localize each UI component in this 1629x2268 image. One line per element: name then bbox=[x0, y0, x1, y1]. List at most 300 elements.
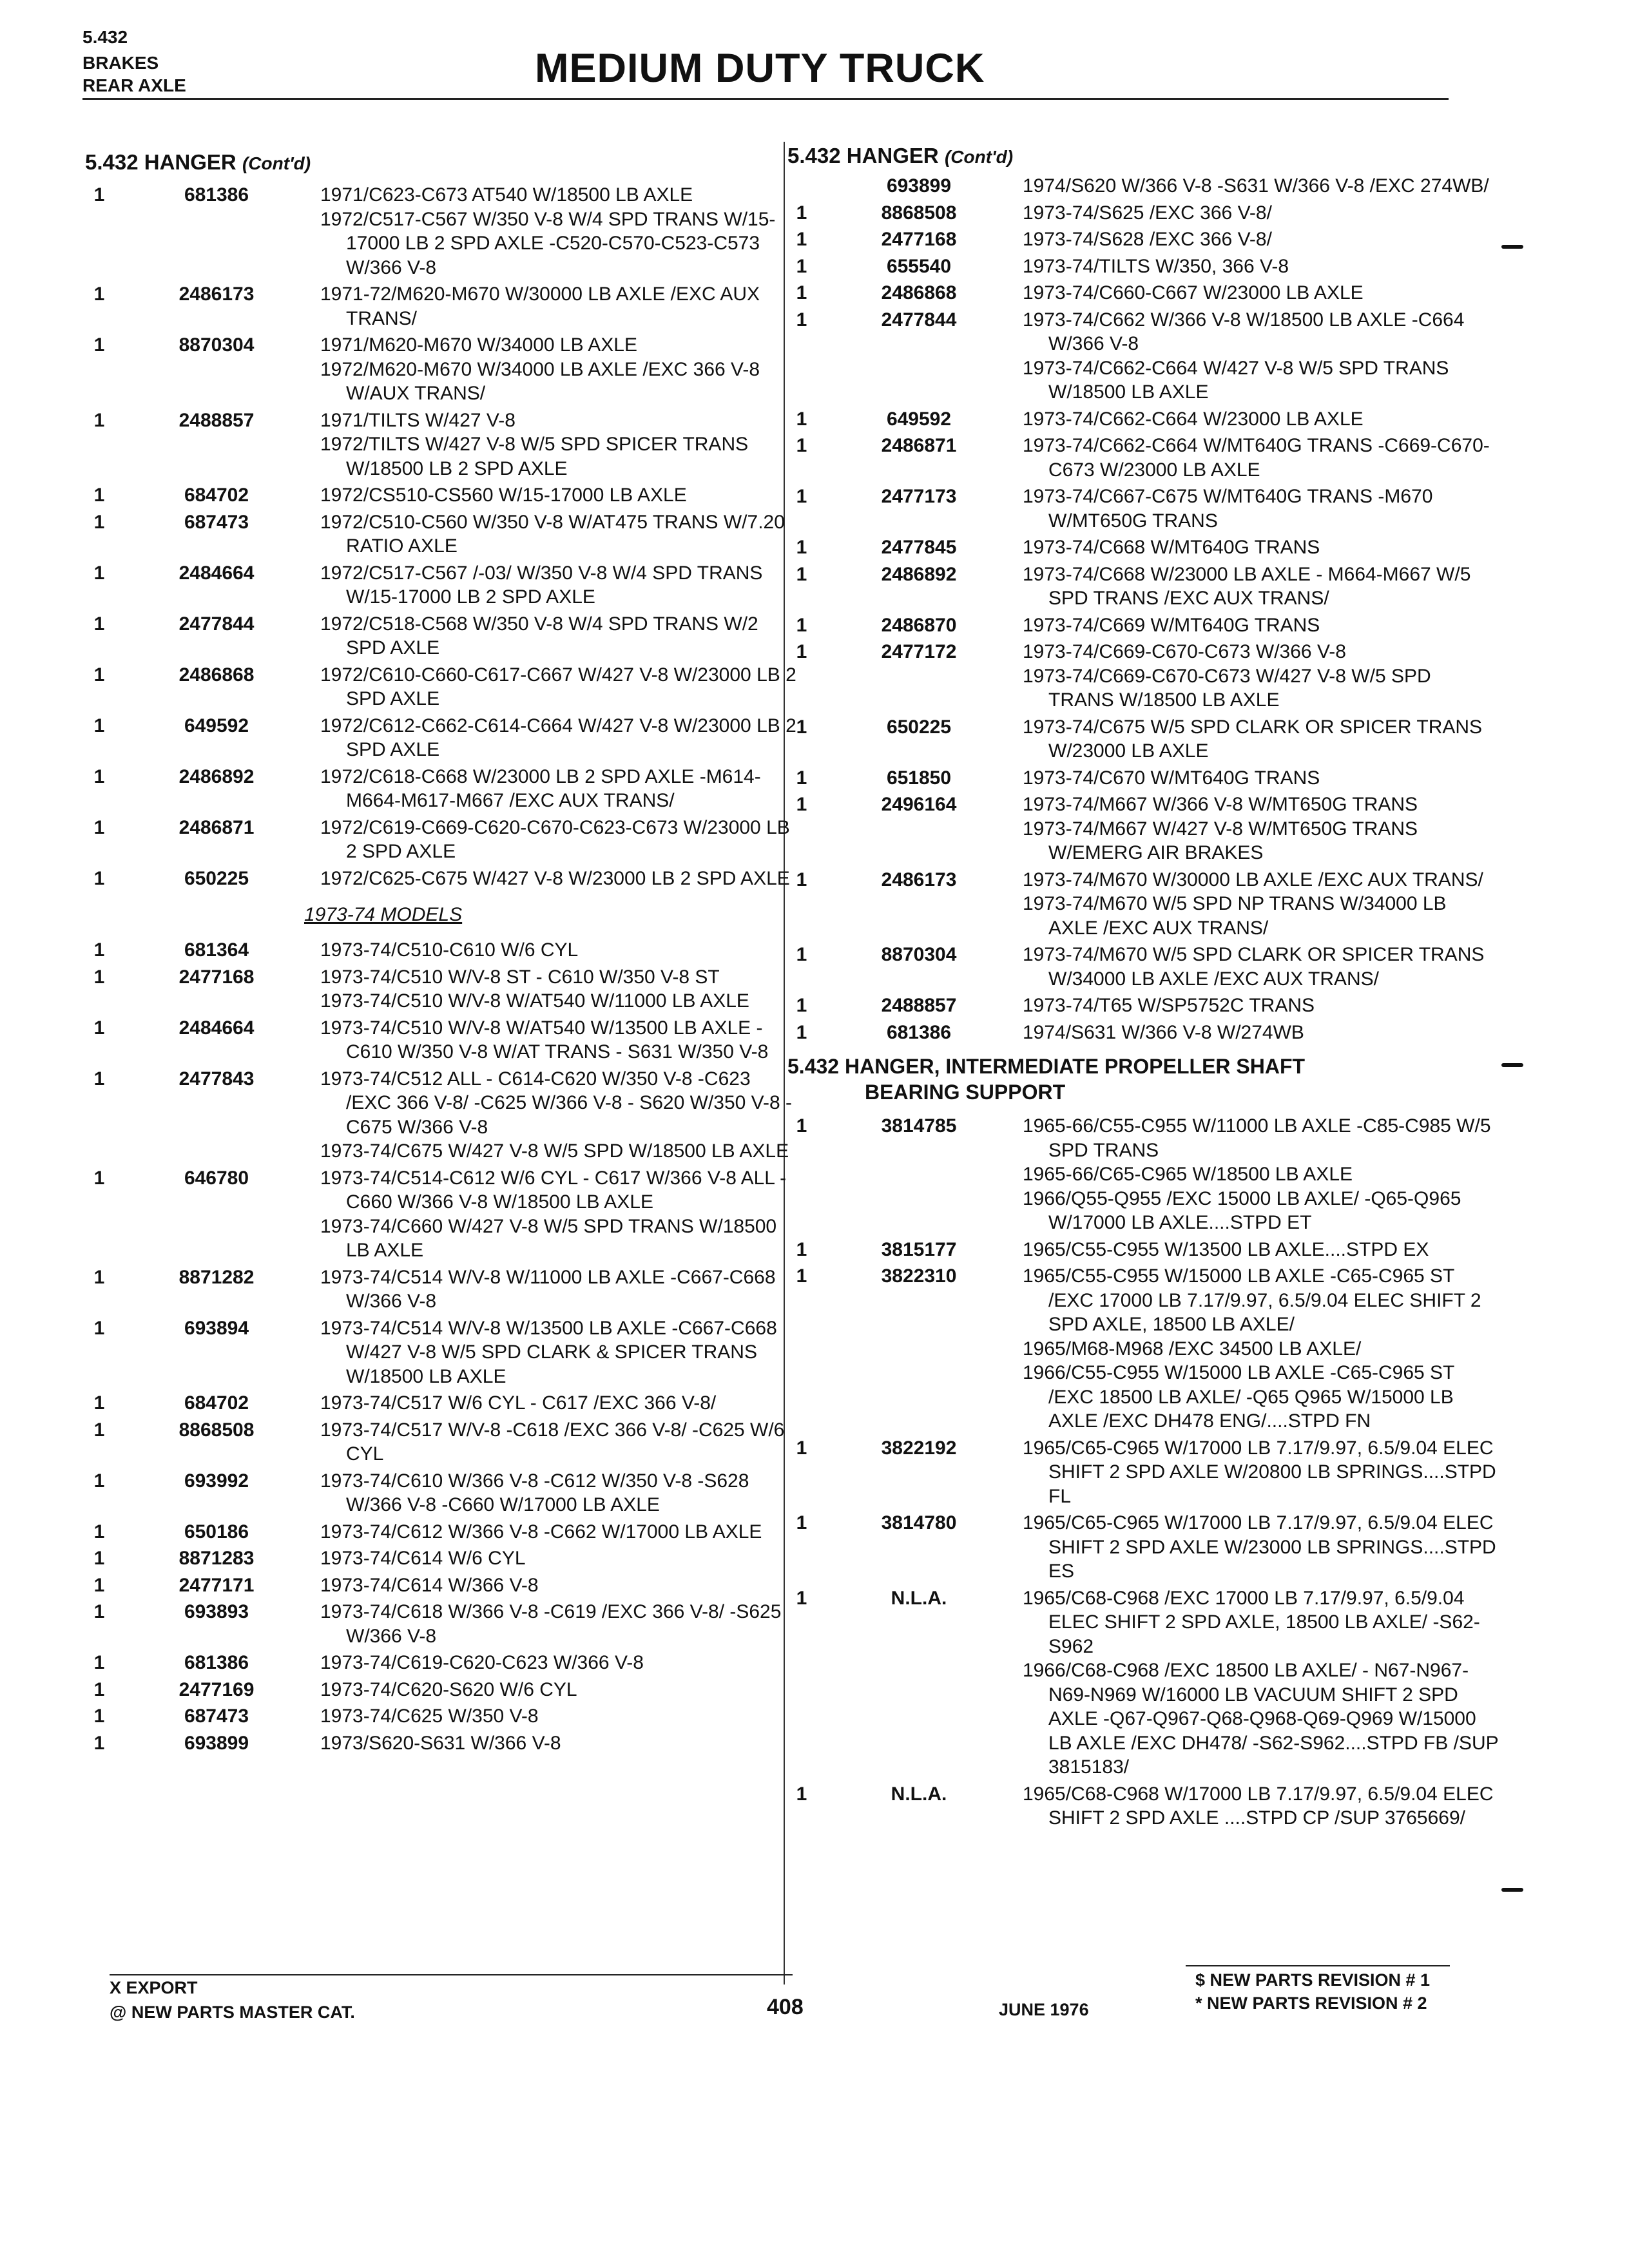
entry-quantity: 1 bbox=[93, 1732, 105, 1754]
entry-part-number: 2477172 bbox=[881, 641, 957, 662]
entry-application-line: 1965/C68-C968 W/17000 LB 7.17/9.97, 6.5/9.04 ELEC SHIFT 2 SPD AXLE ....STPD CP /SUP 3765669/ bbox=[1023, 1783, 1494, 1829]
entry-application-line: 1965/C55-C955 W/13500 LB AXLE....STPD EX bbox=[1023, 1238, 1429, 1260]
entry-application-line: 1972/CS510-CS560 W/15-17000 LB AXLE bbox=[320, 485, 687, 506]
entry-application-line: 1973-74/C660-C667 W/23000 LB AXLE bbox=[1023, 282, 1364, 303]
entry-part-number: 2477845 bbox=[881, 537, 957, 558]
entry-quantity: 1 bbox=[93, 613, 105, 635]
entry-quantity: 1 bbox=[93, 1167, 105, 1189]
entry-applications bbox=[320, 1600, 781, 1648]
entry-quantity: 1 bbox=[93, 939, 105, 961]
catalog-entry bbox=[85, 282, 781, 331]
entry-quantity: 1 bbox=[93, 284, 105, 305]
catalog-entry bbox=[787, 255, 1483, 279]
right-section-heading-2 bbox=[787, 1053, 1483, 1105]
entry-application-line: 1973-74/C662-C664 W/MT640G TRANS -C669-C670-C673 W/23000 LB AXLE bbox=[1023, 435, 1490, 481]
entry-application-line: 1971/M620-M670 W/34000 LB AXLE bbox=[320, 334, 637, 356]
catalog-entry bbox=[85, 1678, 781, 1702]
entry-quantity: 1 bbox=[796, 1512, 807, 1533]
entry-part-number: 646780 bbox=[184, 1167, 249, 1189]
entry-quantity: 1 bbox=[796, 614, 807, 636]
revision-marker bbox=[1501, 1888, 1523, 1892]
catalog-entry bbox=[85, 483, 781, 508]
entry-quantity: 1 bbox=[796, 1238, 807, 1260]
entry-application-line: 1973-74/C514 W/V-8 W/11000 LB AXLE -C667-C668 W/366 V-8 bbox=[320, 1266, 776, 1312]
entry-applications bbox=[320, 938, 781, 963]
entry-application-line: 1973-74/C610 W/366 V-8 -C612 W/350 V-8 -S628 W/366 V-8 -C660 W/17000 LB AXLE bbox=[320, 1470, 749, 1515]
entry-part-number: 8868508 bbox=[178, 1419, 255, 1441]
left-heading-note: (Cont'd) bbox=[242, 153, 311, 173]
entry-application-line: 1973-74/C517 W/6 CYL - C617 /EXC 366 V-8/ bbox=[320, 1392, 717, 1414]
entry-applications bbox=[320, 1520, 781, 1544]
entry-application-line: 1972/C618-C668 W/23000 LB 2 SPD AXLE -M614-M664-M617-M667 /EXC AUX TRANS/ bbox=[320, 765, 761, 811]
entry-part-number: 8871282 bbox=[178, 1266, 255, 1288]
entry-application-line: 1966/C68-C968 /EXC 18500 LB AXLE/ - N67-N967-N69-N969 W/16000 LB VACUUM SHIFT 2 SPD AXLE -Q67-Q967-Q68-Q968-Q69-Q969 W/15000 LB AXLE /EXC DH478/ -S62-S962....STPD FB /SUP 3815183/ bbox=[1023, 1660, 1499, 1778]
entry-application-line: 1973-74/M670 W/30000 LB AXLE /EXC AUX TRANS/ bbox=[1023, 869, 1483, 890]
entry-application-line: 1973-74/C614 W/6 CYL bbox=[320, 1548, 526, 1569]
entry-quantity: 1 bbox=[796, 1021, 807, 1043]
entry-quantity: 1 bbox=[93, 1068, 105, 1090]
entry-quantity: 1 bbox=[796, 794, 807, 815]
entry-part-number: 655540 bbox=[886, 255, 952, 277]
entry-part-number: 8868508 bbox=[881, 202, 957, 224]
entry-application-line: 1973-74/C619-C620-C623 W/366 V-8 bbox=[320, 1652, 644, 1673]
entry-application-line: 1973-74/C620-S620 W/6 CYL bbox=[320, 1678, 577, 1700]
entry-quantity: 1 bbox=[796, 1437, 807, 1459]
entry-application-line: 1973-74/S628 /EXC 366 V-8/ bbox=[1023, 229, 1272, 250]
entry-applications bbox=[1023, 640, 1483, 713]
entry-quantity: 1 bbox=[93, 966, 105, 988]
entry-applications bbox=[320, 867, 790, 891]
header-category: BRAKES bbox=[82, 53, 159, 73]
entry-applications bbox=[1023, 766, 1483, 791]
entry-application-line: 1973-74/T65 W/SP5752C TRANS bbox=[1023, 995, 1315, 1016]
entry-part-number: 2484664 bbox=[178, 1017, 255, 1039]
entry-part-number: 3815177 bbox=[881, 1238, 957, 1260]
catalog-entry bbox=[787, 562, 1483, 611]
entry-application-line: 1973-74/C510 W/V-8 ST - C610 W/350 V-8 ST bbox=[320, 966, 720, 988]
entry-applications bbox=[1023, 407, 1483, 432]
entry-application-line: 1971-72/M620-M670 W/30000 LB AXLE /EXC AUX TRANS/ bbox=[320, 284, 760, 329]
entry-application-line: 1973-74/C669 W/MT640G TRANS bbox=[1023, 614, 1320, 636]
entry-part-number: 693899 bbox=[184, 1732, 249, 1754]
entry-application-line: 1972/C612-C662-C614-C664 W/427 V-8 W/23000 LB 2 SPD AXLE bbox=[320, 715, 796, 760]
entry-part-number: 650225 bbox=[184, 867, 249, 889]
catalog-entry bbox=[787, 715, 1483, 764]
entry-application-line: 1973-74/C668 W/MT640G TRANS bbox=[1023, 537, 1320, 558]
entry-quantity: 1 bbox=[796, 282, 807, 303]
entry-application-line: 1973-74/C662-C664 W/427 V-8 W/5 SPD TRANS W/18500 LB AXLE bbox=[1023, 357, 1449, 403]
entry-quantity: 1 bbox=[93, 816, 105, 838]
entry-part-number: 693899 bbox=[886, 175, 952, 197]
entry-application-line: 1974/S631 W/366 V-8 W/274WB bbox=[1023, 1021, 1304, 1043]
entry-applications bbox=[1023, 255, 1483, 279]
entry-quantity: 1 bbox=[796, 435, 807, 456]
entry-part-number: 651850 bbox=[886, 767, 952, 789]
entry-application-line: 1965/C65-C965 W/17000 LB 7.17/9.97, 6.5/9.04 ELEC SHIFT 2 SPD AXLE W/20800 LB SPRINGS....STPD FL bbox=[1023, 1437, 1496, 1507]
entry-part-number: 687473 bbox=[184, 511, 249, 533]
entry-application-line: 1973-74/C669-C670-C673 W/366 V-8 bbox=[1023, 641, 1346, 662]
catalog-entry bbox=[787, 640, 1483, 713]
entry-application-line: 1972/C625-C675 W/427 V-8 W/23000 LB 2 SPD AXLE bbox=[320, 867, 790, 889]
right-heading2-line2: BEARING SUPPORT bbox=[865, 1081, 1066, 1104]
entry-applications bbox=[320, 183, 781, 280]
entry-applications bbox=[1023, 943, 1483, 991]
entry-applications bbox=[1023, 994, 1483, 1018]
entry-part-number: 3814785 bbox=[881, 1115, 957, 1137]
entry-application-line: 1965-66/C55-C955 W/11000 LB AXLE -C85-C985 W/5 SPD TRANS bbox=[1023, 1115, 1491, 1161]
catalog-entry bbox=[85, 663, 796, 711]
left-heading-text: 5.432 HANGER bbox=[85, 150, 236, 174]
entry-applications bbox=[320, 765, 781, 813]
entry-quantity: 1 bbox=[93, 1392, 105, 1414]
catalog-entry bbox=[85, 1067, 793, 1164]
entry-quantity: 1 bbox=[796, 1783, 807, 1805]
entry-applications bbox=[320, 1678, 781, 1702]
catalog-entry bbox=[85, 1520, 781, 1544]
catalog-entry bbox=[787, 227, 1483, 252]
entry-part-number: 3822192 bbox=[881, 1437, 957, 1459]
entry-applications bbox=[1023, 227, 1483, 252]
catalog-entry bbox=[85, 765, 781, 813]
entry-applications bbox=[1023, 1021, 1483, 1045]
catalog-entry bbox=[85, 1016, 781, 1064]
entry-applications bbox=[1023, 308, 1483, 405]
catalog-entry bbox=[787, 1238, 1483, 1262]
entry-part-number: 687473 bbox=[184, 1706, 249, 1727]
entry-quantity: 1 bbox=[796, 486, 807, 507]
entry-part-number: 2484664 bbox=[178, 562, 255, 584]
entry-quantity: 1 bbox=[93, 511, 105, 533]
entry-quantity: 1 bbox=[93, 1470, 105, 1492]
catalog-entry bbox=[85, 1166, 787, 1263]
entry-quantity: 1 bbox=[796, 1115, 807, 1137]
catalog-entry bbox=[787, 1264, 1483, 1434]
entry-applications bbox=[320, 510, 785, 559]
entry-applications bbox=[1023, 793, 1483, 865]
left-section-heading bbox=[85, 149, 781, 177]
catalog-entry bbox=[85, 561, 781, 610]
entry-quantity: 1 bbox=[93, 485, 105, 506]
entry-part-number: 2477169 bbox=[178, 1678, 255, 1700]
entry-applications bbox=[320, 1265, 781, 1314]
footer-revision-1: $ NEW PARTS REVISION # 1 bbox=[1195, 1970, 1431, 1990]
entry-applications bbox=[1023, 1511, 1496, 1584]
entry-application-line: 1966/Q55-Q955 /EXC 15000 LB AXLE/ -Q65-Q965 W/17000 LB AXLE....STPD ET bbox=[1023, 1187, 1461, 1233]
entry-quantity: 1 bbox=[796, 309, 807, 331]
entry-quantity: 1 bbox=[93, 765, 105, 787]
catalog-entry bbox=[787, 407, 1483, 432]
entry-applications bbox=[320, 816, 790, 864]
catalog-entry bbox=[85, 333, 781, 406]
entry-part-number: 8870304 bbox=[881, 944, 957, 965]
entry-part-number: 3814780 bbox=[881, 1512, 957, 1533]
entry-application-line: 1974/S620 W/366 V-8 -S631 W/366 V-8 /EXC 274WB/ bbox=[1023, 175, 1489, 197]
entry-part-number: 2486892 bbox=[178, 765, 255, 787]
entry-quantity: 1 bbox=[93, 1017, 105, 1039]
catalog-entry bbox=[85, 612, 781, 660]
entry-application-line: 1973-74/TILTS W/350, 366 V-8 bbox=[1023, 255, 1289, 277]
entry-application-line: 1972/C510-C560 W/350 V-8 W/AT475 TRANS W/7.20 RATIO AXLE bbox=[320, 511, 785, 557]
entry-application-line: 1973-74/C510 W/V-8 W/AT540 W/11000 LB AXLE bbox=[320, 990, 749, 1012]
entry-application-line: 1973-74/C660 W/427 V-8 W/5 SPD TRANS W/18500 LB AXLE bbox=[320, 1215, 777, 1261]
entry-quantity: 1 bbox=[796, 767, 807, 789]
entry-quantity: 1 bbox=[796, 255, 807, 277]
catalog-entry bbox=[85, 816, 790, 864]
entry-quantity: 1 bbox=[93, 1574, 105, 1596]
entry-application-line: 1973-74/C514-C612 W/6 CYL - C617 W/366 V-8 ALL - C660 W/366 V-8 W/18500 LB AXLE bbox=[320, 1167, 787, 1213]
entry-part-number: 2477173 bbox=[881, 486, 957, 507]
entry-applications bbox=[1023, 1114, 1491, 1235]
entry-quantity: 1 bbox=[796, 202, 807, 224]
entry-part-number: 2477168 bbox=[881, 229, 957, 250]
entry-part-number: 693894 bbox=[184, 1317, 249, 1339]
catalog-entry bbox=[787, 994, 1483, 1018]
entry-applications bbox=[320, 714, 796, 762]
entry-quantity: 1 bbox=[93, 867, 105, 889]
left-entries-list bbox=[85, 183, 796, 893]
entry-quantity: 1 bbox=[796, 537, 807, 558]
entry-part-number: 8871283 bbox=[178, 1548, 255, 1569]
entry-application-line: 1973-74/C512 ALL - C614-C620 W/350 V-8 -C623 /EXC 366 V-8/ -C625 W/366 V-8 - S620 W/350 V-8 - C675 W/366 V-8 bbox=[320, 1068, 793, 1138]
entry-applications bbox=[1023, 868, 1483, 941]
catalog-entry bbox=[85, 1546, 781, 1571]
catalog-entry bbox=[85, 1600, 781, 1648]
entry-applications bbox=[1023, 562, 1483, 611]
entry-application-line: 1972/C610-C660-C617-C667 W/427 V-8 W/23000 LB 2 SPD AXLE bbox=[320, 664, 796, 709]
entry-application-line: 1965/C65-C965 W/17000 LB 7.17/9.97, 6.5/9.04 ELEC SHIFT 2 SPD AXLE W/23000 LB SPRINGS....STPD ES bbox=[1023, 1512, 1496, 1582]
entry-part-number: 2486173 bbox=[178, 284, 255, 305]
entry-quantity: 1 bbox=[93, 184, 105, 206]
catalog-entry bbox=[787, 1114, 1491, 1235]
entry-applications bbox=[320, 1704, 781, 1729]
entry-application-line: 1973-74/C670 W/MT640G TRANS bbox=[1023, 767, 1320, 789]
entry-applications bbox=[1023, 1238, 1483, 1262]
entry-applications bbox=[320, 1391, 781, 1416]
entry-quantity: 1 bbox=[93, 1266, 105, 1288]
entry-quantity: 1 bbox=[93, 409, 105, 431]
entry-application-line: 1973-74/C510 W/V-8 W/AT540 W/13500 LB AXLE - C610 W/350 V-8 W/AT TRANS - S631 W/350 V-8 bbox=[320, 1017, 769, 1062]
entry-quantity: 1 bbox=[796, 641, 807, 662]
catalog-entry bbox=[787, 1586, 1499, 1780]
catalog-entry bbox=[787, 308, 1483, 405]
entry-application-line: 1973-74/C517 W/V-8 -C618 /EXC 366 V-8/ -C625 W/6 CYL bbox=[320, 1419, 785, 1465]
entry-part-number: 2477171 bbox=[178, 1574, 255, 1596]
entry-quantity: 1 bbox=[93, 334, 105, 356]
right-heading-text: 5.432 HANGER bbox=[787, 144, 939, 168]
catalog-entry bbox=[85, 1391, 781, 1416]
entry-applications bbox=[1023, 535, 1483, 560]
entry-part-number: 8870304 bbox=[178, 334, 255, 356]
entry-application-line: 1965/C55-C955 W/15000 LB AXLE -C65-C965 ST /EXC 17000 LB 7.17/9.97, 6.5/9.04 ELEC SHIFT 2 SPD AXLE, 18500 LB AXLE/ bbox=[1023, 1265, 1481, 1335]
catalog-entry bbox=[787, 201, 1483, 226]
entry-part-number: 2486868 bbox=[881, 282, 957, 303]
footer-export-note: X EXPORT bbox=[110, 1978, 198, 1997]
entry-part-number: 2486871 bbox=[881, 435, 957, 456]
left-entries2-list bbox=[85, 938, 793, 1758]
entry-quantity: 1 bbox=[93, 1601, 105, 1622]
catalog-entry bbox=[85, 1418, 785, 1466]
left-column bbox=[85, 149, 796, 1758]
catalog-entry bbox=[787, 613, 1483, 638]
entry-application-line: 1965-66/C65-C965 W/18500 LB AXLE bbox=[1023, 1164, 1353, 1185]
entry-applications bbox=[320, 333, 781, 406]
page-title: MEDIUM DUTY TRUCK bbox=[535, 46, 985, 91]
right-heading-note: (Cont'd) bbox=[944, 147, 1014, 167]
right-section-heading bbox=[787, 143, 1483, 170]
footer-rule-left bbox=[110, 1974, 793, 1975]
entry-application-line: 1973-74/S625 /EXC 366 V-8/ bbox=[1023, 202, 1272, 224]
right-entries-list bbox=[787, 174, 1490, 1047]
right-entries2-list bbox=[787, 1114, 1499, 1833]
entry-part-number: 2488857 bbox=[178, 409, 255, 431]
catalog-entry bbox=[85, 1651, 781, 1675]
entry-application-line: 1973-74/C669-C670-C673 W/427 V-8 W/5 SPD TRANS W/18500 LB AXLE bbox=[1023, 665, 1431, 711]
header-section-number: 5.432 bbox=[82, 27, 128, 47]
entry-quantity: 1 bbox=[93, 1706, 105, 1727]
entry-applications bbox=[320, 612, 781, 660]
entry-quantity: 1 bbox=[796, 563, 807, 585]
entry-quantity: 1 bbox=[93, 1548, 105, 1569]
footer-revision-2: * NEW PARTS REVISION # 2 bbox=[1195, 1994, 1427, 2013]
entry-applications bbox=[1023, 1586, 1499, 1780]
catalog-entry bbox=[85, 867, 790, 891]
entry-part-number: 681386 bbox=[184, 184, 249, 206]
entry-application-line: 1973-74/M667 W/366 V-8 W/MT650G TRANS bbox=[1023, 794, 1418, 815]
page-number: 408 bbox=[767, 1995, 804, 2019]
entry-part-number: 2496164 bbox=[881, 794, 957, 815]
catalog-entry bbox=[787, 281, 1483, 305]
catalog-entry bbox=[787, 766, 1483, 791]
entry-part-number: 2477168 bbox=[178, 966, 255, 988]
entry-application-line: 1972/C517-C567 /-03/ W/350 V-8 W/4 SPD TRANS W/15-17000 LB 2 SPD AXLE bbox=[320, 562, 763, 608]
entry-applications bbox=[320, 1469, 781, 1517]
entry-part-number: 2486892 bbox=[881, 563, 957, 585]
right-column bbox=[787, 143, 1499, 1833]
catalog-entry bbox=[787, 943, 1483, 991]
entry-part-number: 693992 bbox=[184, 1470, 249, 1492]
catalog-entry bbox=[85, 1704, 781, 1729]
entry-application-line: 1973-74/M670 W/5 SPD CLARK OR SPICER TRANS W/34000 LB AXLE /EXC AUX TRANS/ bbox=[1023, 944, 1485, 990]
entry-applications bbox=[1023, 281, 1483, 305]
catalog-entry bbox=[85, 938, 781, 963]
entry-applications bbox=[1023, 1264, 1483, 1434]
entry-application-line: 1973-74/C675 W/427 V-8 W/5 SPD W/18500 LB AXLE bbox=[320, 1140, 789, 1162]
footer-date: JUNE 1976 bbox=[999, 2000, 1089, 2019]
entry-applications bbox=[1023, 434, 1490, 482]
entry-part-number: 2477844 bbox=[178, 613, 255, 635]
entry-application-line: 1973-74/C625 W/350 V-8 bbox=[320, 1706, 539, 1727]
entry-applications bbox=[320, 1651, 781, 1675]
entry-part-number: 684702 bbox=[184, 485, 249, 506]
footer-rule-right bbox=[1186, 1965, 1450, 1966]
revision-marker bbox=[1501, 1063, 1523, 1067]
entry-application-line: 1965/C68-C968 /EXC 17000 LB 7.17/9.97, 6.5/9.04 ELEC SHIFT 2 SPD AXLE, 18500 LB AXLE/ -S62-S962 bbox=[1023, 1587, 1480, 1657]
entry-part-number: 681364 bbox=[184, 939, 249, 961]
entry-application-line: 1973-74/C612 W/366 V-8 -C662 W/17000 LB AXLE bbox=[320, 1521, 762, 1542]
entry-application-line: 1972/C517-C567 W/350 V-8 W/4 SPD TRANS W/15-17000 LB 2 SPD AXLE -C520-C570-C523-C573 W/366 V-8 bbox=[320, 208, 776, 278]
entry-quantity: 1 bbox=[93, 562, 105, 584]
header-rule bbox=[82, 98, 1449, 100]
entry-application-line: 1973-74/C662-C664 W/23000 LB AXLE bbox=[1023, 408, 1364, 430]
entry-quantity: 1 bbox=[93, 1678, 105, 1700]
entry-quantity: 1 bbox=[796, 229, 807, 250]
catalog-entry bbox=[787, 1511, 1496, 1584]
entry-part-number: 650225 bbox=[886, 716, 952, 738]
entry-part-number: 650186 bbox=[184, 1521, 249, 1542]
entry-quantity: 1 bbox=[796, 408, 807, 430]
catalog-entry bbox=[787, 485, 1483, 533]
entry-part-number: 2488857 bbox=[881, 995, 957, 1016]
catalog-entry bbox=[787, 434, 1490, 482]
entry-application-line: 1973-74/C510-C610 W/6 CYL bbox=[320, 939, 579, 961]
entry-applications bbox=[320, 663, 796, 711]
left-subheading: 1973-74 MODELS bbox=[304, 904, 463, 925]
entry-application-line: 1973-74/C618 W/366 V-8 -C619 /EXC 366 V-8/ -S625 W/366 V-8 bbox=[320, 1601, 782, 1647]
entry-quantity: 1 bbox=[93, 1521, 105, 1542]
right-heading2-line1: 5.432 HANGER, INTERMEDIATE PROPELLER SHAFT bbox=[787, 1055, 1306, 1078]
entry-part-number: 2477844 bbox=[881, 309, 957, 331]
entry-application-line: 1972/C619-C669-C620-C670-C623-C673 W/23000 LB 2 SPD AXLE bbox=[320, 816, 790, 862]
entry-applications bbox=[320, 1067, 793, 1164]
catalog-entry bbox=[85, 408, 781, 481]
catalog-entry bbox=[787, 793, 1483, 865]
catalog-entry bbox=[787, 174, 1489, 198]
header-subcategory: REAR AXLE bbox=[82, 75, 186, 95]
catalog-entry bbox=[85, 1469, 781, 1517]
entry-quantity: 1 bbox=[796, 716, 807, 738]
entry-application-line: 1973-74/M670 W/5 SPD NP TRANS W/34000 LB AXLE /EXC AUX TRANS/ bbox=[1023, 893, 1447, 939]
entry-part-number: 693893 bbox=[184, 1601, 249, 1622]
entry-applications bbox=[320, 965, 781, 1014]
entry-application-line: 1971/C623-C673 AT540 W/18500 LB AXLE bbox=[320, 184, 693, 206]
entry-application-line: 1966/C55-C955 W/15000 LB AXLE -C65-C965 ST /EXC 18500 LB AXLE/ -Q65 Q965 W/15000 LB AXLE /EXC DH478 ENG/....STPD FN bbox=[1023, 1362, 1454, 1432]
entry-application-line: 1972/C518-C568 W/350 V-8 W/4 SPD TRANS W/2 SPD AXLE bbox=[320, 613, 758, 658]
entry-quantity: 1 bbox=[93, 1419, 105, 1441]
entry-applications bbox=[1023, 485, 1483, 533]
entry-quantity: 1 bbox=[796, 869, 807, 890]
entry-applications bbox=[1023, 1436, 1496, 1509]
entry-application-line: 1965/M68-M968 /EXC 34500 LB AXLE/ bbox=[1023, 1338, 1362, 1360]
footer-master-cat-note: @ NEW PARTS MASTER CAT. bbox=[110, 2003, 355, 2022]
catalog-entry bbox=[85, 965, 781, 1014]
entry-applications bbox=[320, 1316, 781, 1389]
revision-marker bbox=[1501, 245, 1523, 249]
entry-applications bbox=[320, 1573, 781, 1598]
entry-applications bbox=[1023, 201, 1483, 226]
entry-part-number: 3822310 bbox=[881, 1265, 957, 1287]
entry-part-number: 2486870 bbox=[881, 614, 957, 636]
catalog-entry bbox=[85, 510, 785, 559]
entry-application-line: 1973-74/C667-C675 W/MT640G TRANS -M670 W/MT650G TRANS bbox=[1023, 486, 1433, 532]
entry-applications bbox=[320, 1731, 781, 1756]
catalog-entry bbox=[787, 1021, 1483, 1045]
entry-application-line: 1973-74/C514 W/V-8 W/13500 LB AXLE -C667-C668 W/427 V-8 W/5 SPD CLARK & SPICER TRANS W/18500 LB AXLE bbox=[320, 1317, 777, 1387]
catalog-entry bbox=[85, 183, 781, 280]
entry-part-number: 2486173 bbox=[881, 869, 957, 890]
entry-application-line: 1973-74/C662 W/366 V-8 W/18500 LB AXLE -C664 W/366 V-8 bbox=[1023, 309, 1465, 354]
catalog-entry bbox=[787, 1436, 1496, 1509]
entry-part-number: N.L.A. bbox=[891, 1587, 947, 1609]
entry-part-number: 681386 bbox=[184, 1652, 249, 1673]
catalog-entry bbox=[85, 1731, 781, 1756]
entry-applications bbox=[320, 1418, 785, 1466]
catalog-entry bbox=[85, 1316, 781, 1389]
entry-application-line: 1973/S620-S631 W/366 V-8 bbox=[320, 1732, 561, 1754]
catalog-entry bbox=[787, 535, 1483, 560]
entry-part-number: 649592 bbox=[886, 408, 952, 430]
entry-part-number: 649592 bbox=[184, 715, 249, 736]
entry-application-line: 1972/M620-M670 W/34000 LB AXLE /EXC 366 V-8 W/AUX TRANS/ bbox=[320, 358, 760, 404]
